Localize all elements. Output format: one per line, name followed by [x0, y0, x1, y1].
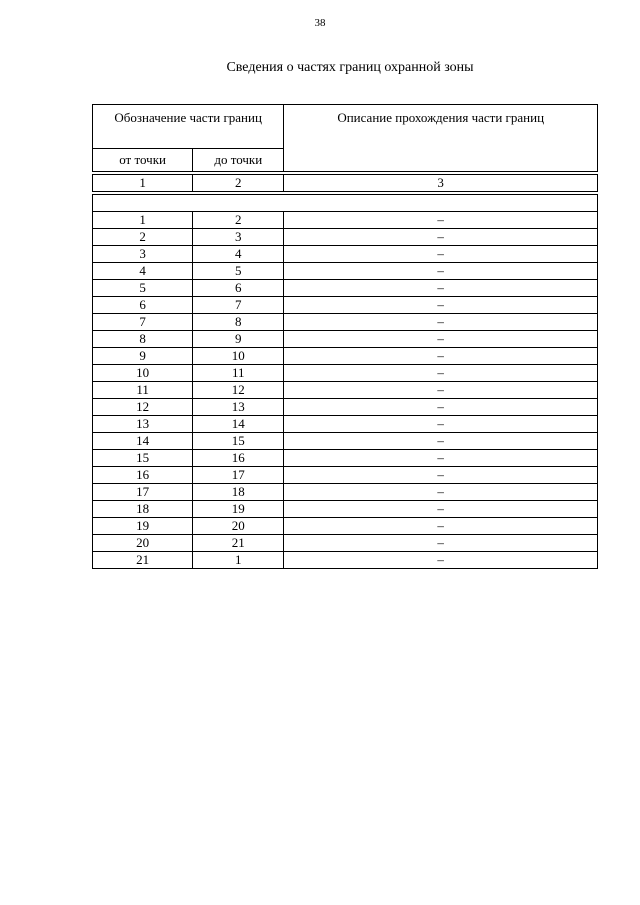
table-row	[93, 246, 598, 263]
cell-to-point: 15	[193, 433, 284, 450]
blank-cell	[93, 195, 598, 212]
cell-description: –	[284, 399, 598, 416]
cell-to-point: 21	[193, 535, 284, 552]
cell-description: –	[284, 518, 598, 535]
cell-from-point: 17	[93, 484, 193, 501]
table-row	[93, 314, 598, 331]
table-row	[93, 518, 598, 535]
cell-from-point: 5	[93, 280, 193, 297]
cell-description: –	[284, 212, 598, 229]
header-description: Описание прохождения части границ	[284, 105, 598, 172]
table-row	[93, 552, 598, 569]
table-row	[93, 331, 598, 348]
column-number-3: 3	[284, 175, 598, 192]
cell-from-point: 6	[93, 297, 193, 314]
table-row	[93, 263, 598, 280]
cell-to-point: 10	[193, 348, 284, 365]
cell-from-point: 2	[93, 229, 193, 246]
cell-from-point: 20	[93, 535, 193, 552]
boundary-parts-table	[92, 104, 598, 569]
boundary-parts-table-container	[92, 104, 598, 569]
cell-from-point: 15	[93, 450, 193, 467]
cell-from-point: 21	[93, 552, 193, 569]
cell-to-point: 19	[193, 501, 284, 518]
header-from-point: от точки	[93, 149, 193, 172]
cell-description: –	[284, 280, 598, 297]
cell-description: –	[284, 365, 598, 382]
cell-description: –	[284, 467, 598, 484]
column-number-1: 1	[93, 175, 193, 192]
cell-to-point: 6	[193, 280, 284, 297]
table-row	[93, 399, 598, 416]
cell-from-point: 18	[93, 501, 193, 518]
cell-to-point: 20	[193, 518, 284, 535]
cell-description: –	[284, 450, 598, 467]
column-number-2: 2	[193, 175, 284, 192]
table-row	[93, 297, 598, 314]
table-row	[93, 501, 598, 518]
cell-description: –	[284, 348, 598, 365]
header-to-point: до точки	[193, 149, 284, 172]
cell-to-point: 3	[193, 229, 284, 246]
cell-to-point: 12	[193, 382, 284, 399]
cell-description: –	[284, 297, 598, 314]
table-row	[93, 535, 598, 552]
cell-from-point: 14	[93, 433, 193, 450]
column-number-row	[93, 175, 598, 192]
table-row	[93, 348, 598, 365]
cell-to-point: 17	[193, 467, 284, 484]
section-blank-row	[93, 195, 598, 212]
table-row	[93, 467, 598, 484]
cell-description: –	[284, 433, 598, 450]
table-row	[93, 365, 598, 382]
cell-description: –	[284, 314, 598, 331]
cell-description: –	[284, 484, 598, 501]
document-title: Сведения о частях границ охранной зоны	[226, 60, 474, 75]
cell-from-point: 13	[93, 416, 193, 433]
table-row	[93, 484, 598, 501]
cell-description: –	[284, 501, 598, 518]
cell-description: –	[284, 416, 598, 433]
table-row	[93, 212, 598, 229]
table-row	[93, 382, 598, 399]
cell-description: –	[284, 331, 598, 348]
cell-to-point: 11	[193, 365, 284, 382]
table-row	[93, 416, 598, 433]
table-row	[93, 450, 598, 467]
cell-from-point: 7	[93, 314, 193, 331]
cell-from-point: 12	[93, 399, 193, 416]
cell-to-point: 16	[193, 450, 284, 467]
table-header-row	[93, 105, 598, 149]
cell-description: –	[284, 246, 598, 263]
cell-from-point: 9	[93, 348, 193, 365]
cell-to-point: 8	[193, 314, 284, 331]
cell-description: –	[284, 263, 598, 280]
cell-from-point: 8	[93, 331, 193, 348]
cell-from-point: 11	[93, 382, 193, 399]
cell-to-point: 13	[193, 399, 284, 416]
cell-description: –	[284, 552, 598, 569]
cell-from-point: 10	[93, 365, 193, 382]
cell-description: –	[284, 382, 598, 399]
cell-from-point: 1	[93, 212, 193, 229]
table-row	[93, 229, 598, 246]
cell-to-point: 9	[193, 331, 284, 348]
cell-from-point: 16	[93, 467, 193, 484]
header-designation: Обозначение части границ	[93, 105, 284, 149]
table-body	[93, 105, 598, 569]
table-row	[93, 280, 598, 297]
cell-description: –	[284, 229, 598, 246]
cell-to-point: 5	[193, 263, 284, 280]
cell-to-point: 1	[193, 552, 284, 569]
cell-from-point: 3	[93, 246, 193, 263]
cell-description: –	[284, 535, 598, 552]
cell-to-point: 7	[193, 297, 284, 314]
page-number: 38	[314, 17, 326, 29]
table-row	[93, 433, 598, 450]
cell-to-point: 4	[193, 246, 284, 263]
cell-to-point: 18	[193, 484, 284, 501]
cell-to-point: 2	[193, 212, 284, 229]
cell-to-point: 14	[193, 416, 284, 433]
cell-from-point: 19	[93, 518, 193, 535]
cell-from-point: 4	[93, 263, 193, 280]
